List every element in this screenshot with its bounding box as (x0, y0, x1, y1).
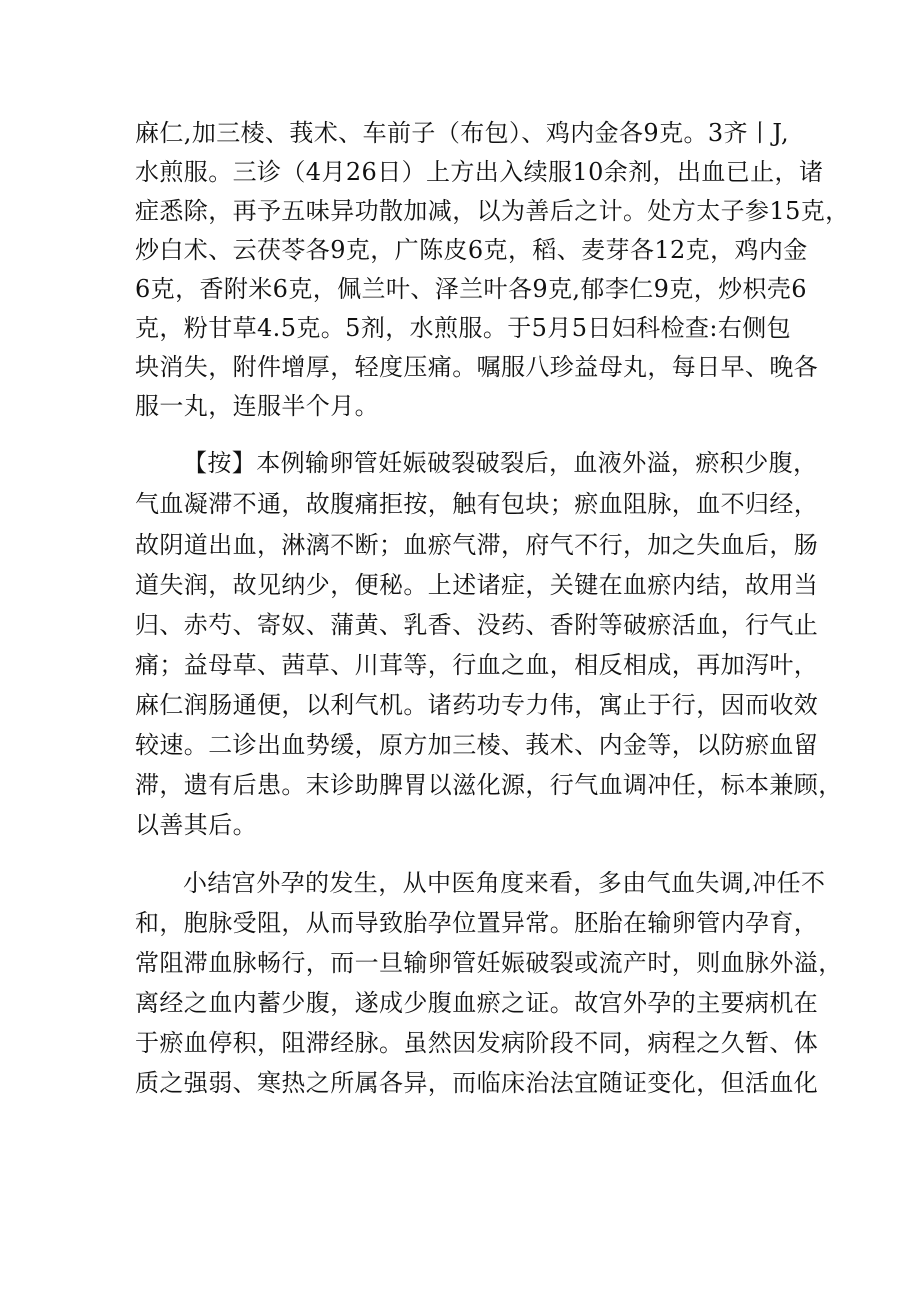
text-line: 气血凝滞不通，故腹痛拒按，触有包块；瘀血阻脉，血不归经， (135, 490, 819, 518)
text-line: 症悉除，再予五味异功散加减，以为善后之计。处方太子参15克， (135, 197, 850, 225)
text-line: 常阻滞血脉畅行，而一旦输卵管妊娠破裂或流产时，则血脉外溢， (135, 949, 843, 977)
text-line: 炒白术、云茯苓各9克，广陈皮6克，稻、麦芽各12克，鸡内金 (135, 236, 808, 264)
text-line: 于瘀血停积，阻滞经脉。虽然因发病阶段不同，病程之久暂、体 (135, 1029, 819, 1057)
text-line: 麻仁润肠通便，以利气机。诸药功专力伟，寓止于行，因而收效 (135, 691, 819, 719)
text-line: 滞，遗有后患。末诊助脾胃以滋化源，行气血调冲任，标本兼顾， (135, 771, 843, 799)
text-line: 道失润，故见纳少，便秘。上述诸症，关键在血瘀内结，故用当 (135, 571, 819, 599)
text-line: 6克，香附米6克，佩兰叶、泽兰叶各9克,郁李仁9克，炒枳壳6 (135, 275, 807, 303)
text-line: 痛；益母草、茜草、川茸等，行血之血，相反相成，再加泻叶， (135, 651, 819, 679)
text-line: 麻仁,加三棱、莪术、车前子（布包）、鸡内金各9克。3齐丨J, (135, 119, 790, 147)
text-line: 块消失，附件增厚，轻度压痛。嘱服八珍益母丸，每日早、晚各 (135, 353, 819, 381)
text-line: 以善其后。 (135, 811, 257, 839)
text-line: 较速。二诊出血势缓，原方加三棱、莪术、内金等，以防瘀血留 (135, 731, 819, 759)
text-line: 和，胞脉受阻，从而导致胎孕位置异常。胚胎在输卵管内孕育， (135, 909, 819, 937)
text-line: 质之强弱、寒热之所属各异，而临床治法宜随证变化，但活血化 (135, 1069, 819, 1097)
text-line: 服一丸，连服半个月。 (135, 392, 379, 420)
text-line: 【按】本例输卵管妊娠破裂破裂后，血液外溢，瘀积少腹， (183, 449, 818, 477)
text-line: 克，粉甘草4.5克。5剂，水煎服。于5月5日妇科检查:右侧包 (135, 314, 792, 342)
text-line: 离经之血内蓄少腹，遂成少腹血瘀之证。故宫外孕的主要病机在 (135, 989, 819, 1017)
text-line: 故阴道出血，淋漓不断；血瘀气滞，府气不行，加之失血后，肠 (135, 531, 819, 559)
text-line: 小结宫外孕的发生，从中医角度来看，多由气血失调,冲任不 (183, 869, 826, 897)
text-line: 水煎服。三诊（4月26日）上方出入续服10余剂，出血已止，诸 (135, 158, 824, 186)
text-line: 归、赤芍、寄奴、蒲黄、乳香、没药、香附等破瘀活血，行气止 (135, 611, 819, 639)
